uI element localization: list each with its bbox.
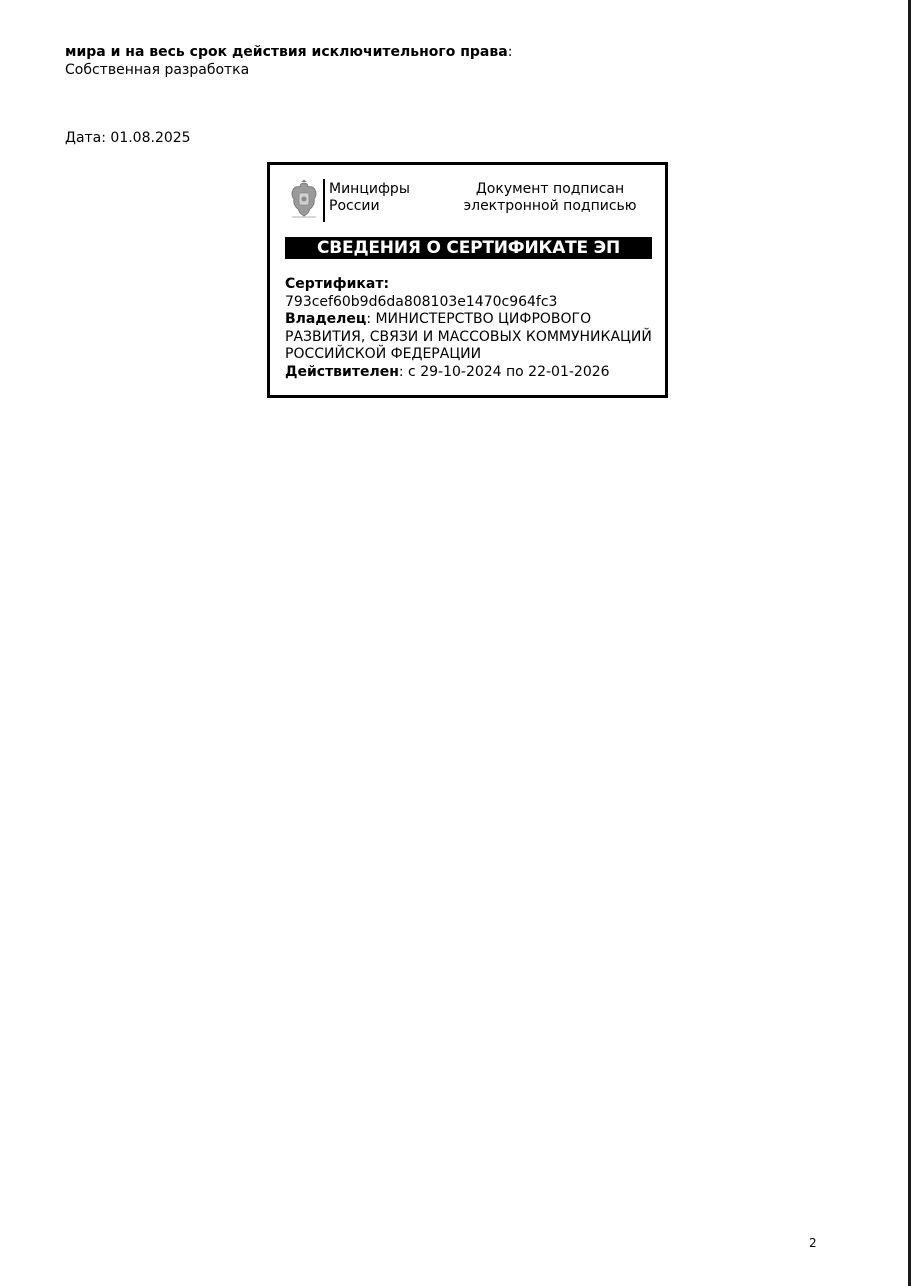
date-label: Дата: — [65, 130, 106, 146]
owner-value: : МИНИСТЕРСТВО ЦИФРОВОГО РАЗВИТИЯ, СВЯЗИ И МАССОВЫХ КОММУНИКАЦИЙ РОССИЙСКОЙ ФЕДЕРАЦИИ — [285, 311, 652, 362]
signed-line-2: электронной подписью — [463, 198, 637, 214]
validity-label: Действителен — [285, 363, 399, 380]
logo-divider — [323, 179, 325, 222]
certificate-label: Сертификат: — [285, 276, 390, 292]
owner-row — [285, 311, 657, 364]
certificate-value: 793cef60b9d6da808103e1470c964fc3 — [285, 293, 558, 310]
validity-row — [285, 364, 657, 382]
section-heading — [65, 43, 512, 61]
date-line — [65, 129, 191, 147]
certificate-title-bar: СВЕДЕНИЯ О СЕРТИФИКАТЕ ЭП — [285, 237, 652, 259]
certificate-row — [285, 276, 657, 294]
signed-line-1: Документ подписан — [475, 181, 625, 197]
validity-value: : с 29-10-2024 по 22-01-2026 — [398, 363, 610, 380]
certificate-details — [285, 276, 657, 381]
date-value: 01.08.2025 — [110, 130, 191, 146]
heading-suffix: : — [507, 44, 513, 60]
owner-label: Владелец — [285, 311, 367, 327]
development-type: Собственная разработка — [65, 62, 250, 78]
signed-notice — [460, 181, 640, 215]
coat-of-arms-icon — [288, 179, 320, 219]
ministry-name — [329, 181, 410, 215]
heading-bold-text: мира и на весь срок действия исключительного права — [65, 44, 508, 60]
ministry-line-1: Минцифры — [329, 181, 410, 197]
page-number: 2 — [809, 1236, 817, 1250]
signature-stamp — [267, 162, 668, 398]
ministry-line-2: России — [329, 198, 380, 214]
